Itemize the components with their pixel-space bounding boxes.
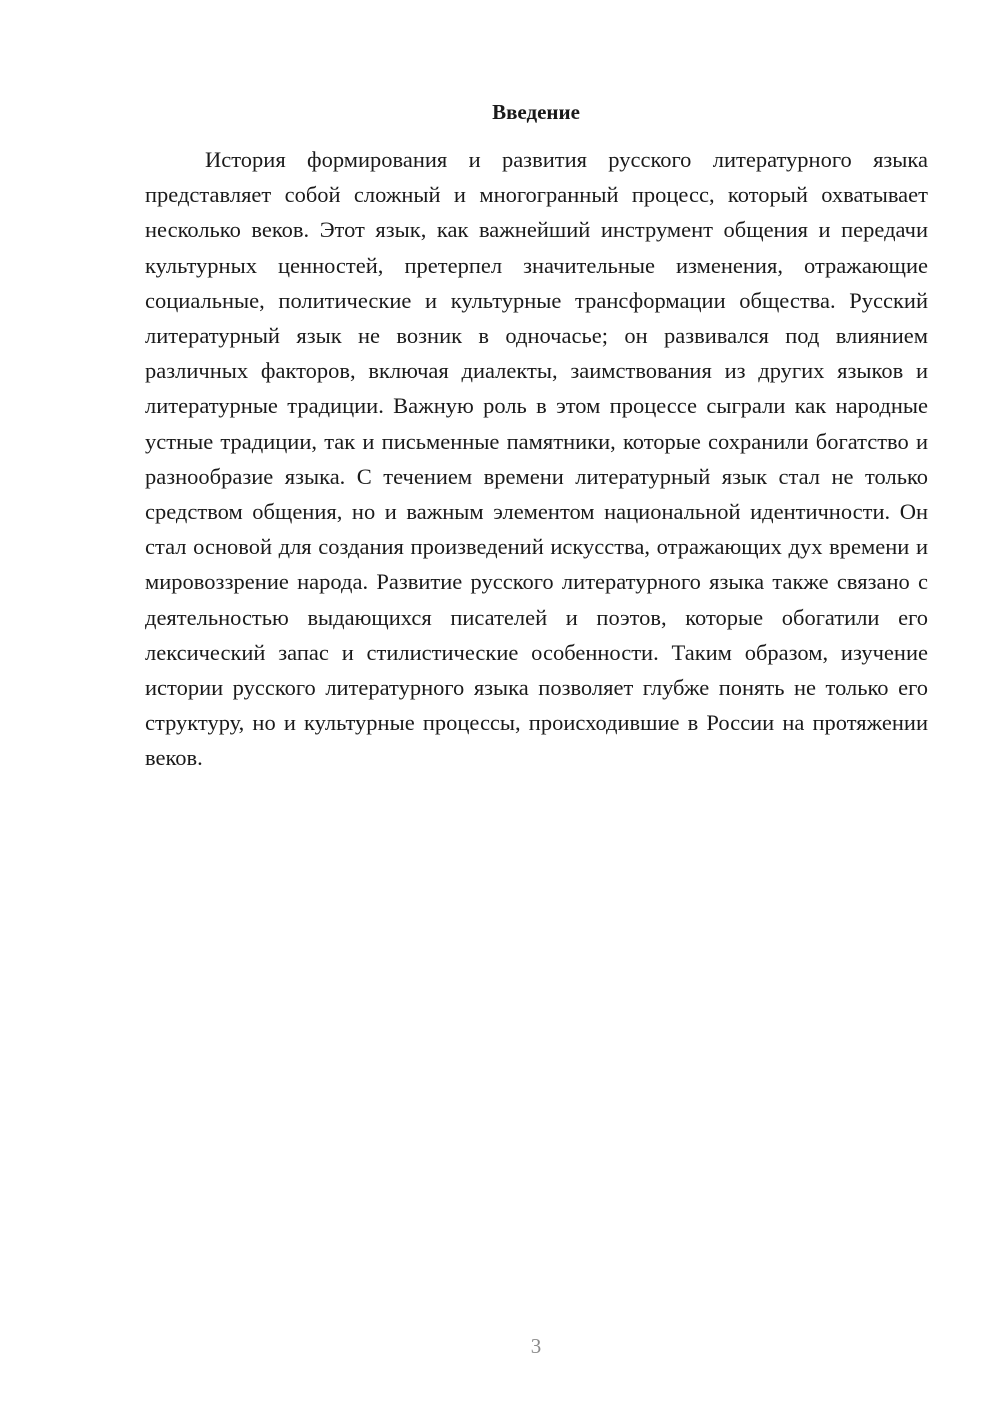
page-number: 3: [530, 1334, 542, 1358]
section-heading: Введение: [492, 100, 580, 124]
body-paragraph: История формирования и развития русского литературного языка представляет собой сложный и многогранный процесс, который охватывает несколько веков. Этот язык, как важнейший инструмент общения и передачи культурных ценностей, претерпел значительные изменения, отражающие социальные, политические и культурные трансформации общества. Русский литературный язык не возник в одночасье; он развивался под влиянием различных факторов, включая диалекты, заимствования из других языков и литературные традиции. Важную роль в этом процессе сыграли как народные устные традиции, так и письменные памятники, которые сохранили богатство и разнообразие языка. С течением времени литературный язык стал не только средством общения, но и важным элементом национальной идентичности. Он стал основой для создания произведений искусства, отражающих дух времени и мировоззрение народа. Развитие русского литературного языка также связано с деятельностью выдающихся писателей и поэтов, которые обогатили его лексический запас и стилистические особенности. Таким образом, изучение истории русского литературного языка позволяет глубже понять не только его структуру, но и культурные процессы, происходившие в России на протяжении веков.: [145, 147, 928, 771]
